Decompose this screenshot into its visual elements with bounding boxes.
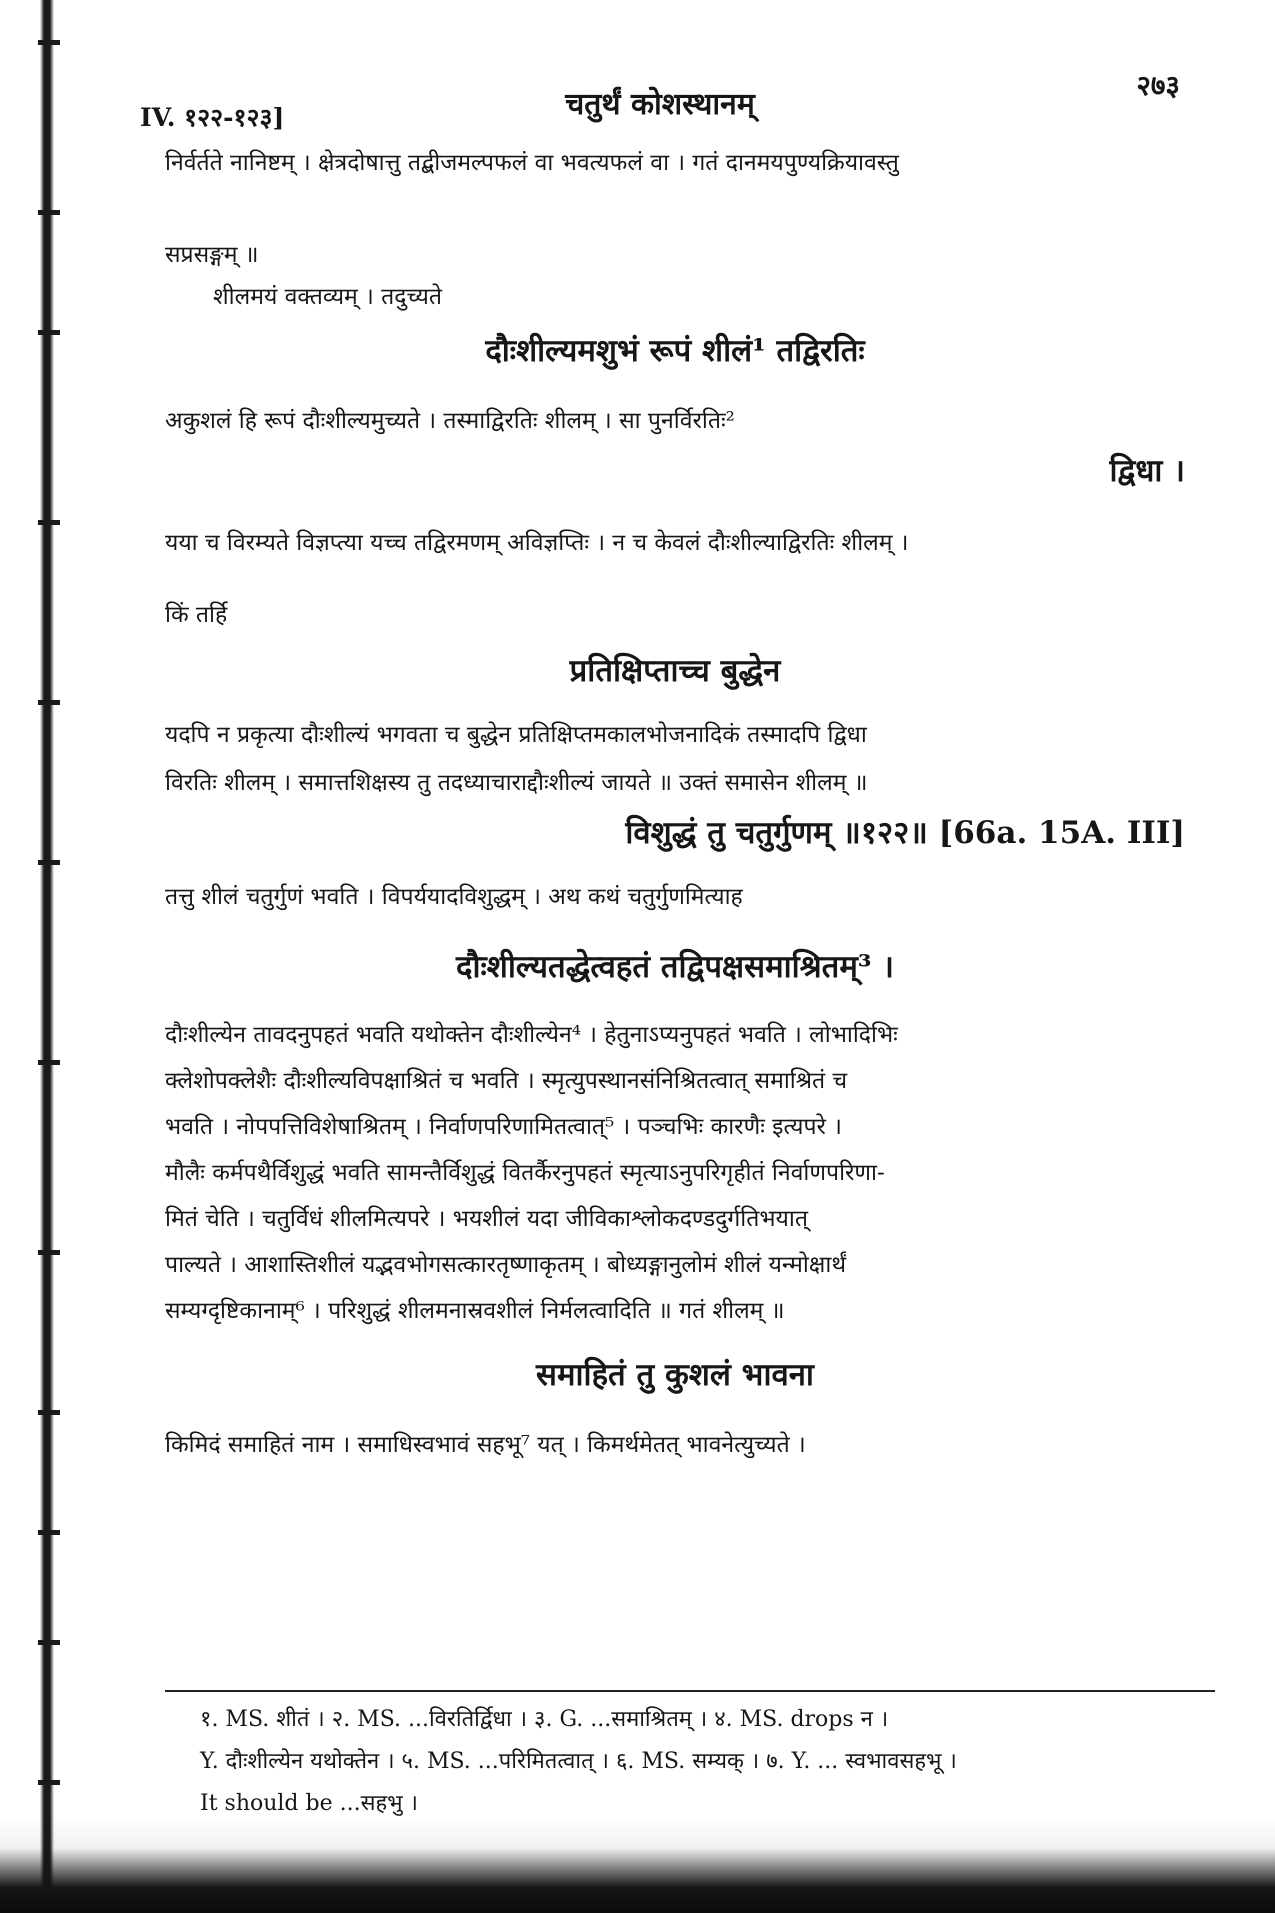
page-number: २७३ bbox=[1136, 69, 1180, 102]
section-reference: IV. १२२-१२३] bbox=[140, 103, 285, 132]
footnote-line: It should be ...सहभु । bbox=[200, 1791, 418, 1816]
text-line: सम्यग्दृष्टिकानाम्⁶ । परिशुद्धं शीलमनास्रवशीलं निर्मलत्वादिति ॥ गतं शीलम् ॥ bbox=[165, 1298, 785, 1324]
verse-line: समाहितं तु कुशलं भावना bbox=[536, 1357, 814, 1393]
text-line: विरतिः शीलम् । समात्तशिक्षस्य तु तदध्याचाराद्दौःशील्यं जायते ॥ उक्तं समासेन शीलम् ॥ bbox=[165, 770, 868, 796]
chapter-title: चतुर्थं कोशस्थानम् bbox=[565, 87, 755, 122]
verse-line: विशुद्धं तु चतुर्गुणम् ॥१२२॥ [66a. 15A. III] bbox=[625, 815, 1185, 851]
text-line: क्लेशोपक्लेशैः दौःशील्यविपक्षाश्रितं च भवति । स्मृत्युपस्थानसंनिश्रितत्वात् समाश्रितं च bbox=[165, 1068, 848, 1094]
text-line: अकुशलं हि रूपं दौःशील्यमुच्यते । तस्माद्विरतिः शीलम् । सा पुनर्विरतिः² bbox=[165, 408, 735, 434]
verse-line: दौःशील्यमशुभं रूपं शीलं¹ तद्विरतिः bbox=[485, 333, 865, 369]
footnote-separator bbox=[165, 1690, 1215, 1692]
verse-line: द्विधा । bbox=[1109, 453, 1185, 489]
footnote-line: १. MS. शीतं । २. MS. ...विरतिर्द्विधा । ३. G. ...समाश्रितम् । ४. MS. drops न । bbox=[200, 1707, 889, 1732]
text-line: यया च विरम्यते विज्ञप्त्या यच्च तद्विरमणम् अविज्ञप्तिः । न च केवलं दौःशील्याद्विरतिः शीलम् । bbox=[165, 530, 909, 556]
text-line: मौलैः कर्मपथैर्विशुद्धं भवति सामन्तैर्विशुद्धं वितर्कैरनुपहतं स्मृत्याऽनुपरिगृहीतं निर्वाणपरिणा- bbox=[165, 1160, 885, 1186]
text-line: यदपि न प्रकृत्या दौःशील्यं भगवता च बुद्धेन प्रतिक्षिप्तमकालभोजनादिकं तस्मादपि द्विधा bbox=[165, 722, 867, 748]
text-line: सप्रसङ्गम् ॥ bbox=[165, 242, 259, 268]
text-line: किं तर्हि bbox=[165, 602, 228, 628]
text-line: दौःशील्येन तावदनुपहतं भवति यथोक्तेन दौःशील्येन⁴ । हेतुनाऽप्यनुपहतं भवति । लोभादिभिः bbox=[165, 1022, 898, 1048]
text-line: तत्तु शीलं चतुर्गुणं भवति । विपर्ययादविशुद्धम् । अथ कथं चतुर्गुणमित्याह bbox=[165, 884, 743, 910]
text-line: शीलमयं वक्तव्यम् । तदुच्यते bbox=[213, 284, 443, 310]
verse-line: दौःशील्यतद्धेत्वहतं तद्विपक्षसमाश्रितम्³ । bbox=[455, 949, 894, 985]
text-line: मितं चेति । चतुर्विधं शीलमित्यपरे । भयशीलं यदा जीविकाश्लोकदण्डदुर्गतिभयात् bbox=[165, 1206, 808, 1232]
text-line: पाल्यते । आशास्तिशीलं यद्भवभोगसत्कारतृष्णाकृतम् । बोध्यङ्गानुलोमं शीलं यन्मोक्षार्थं bbox=[165, 1252, 847, 1278]
text-line: किमिदं समाहितं नाम । समाधिस्वभावं सहभू⁷ यत् । किमर्थमेतत् भावनेत्युच्यते । bbox=[165, 1432, 806, 1458]
scan-shadow bbox=[0, 1818, 1275, 1913]
binding-edge bbox=[0, 0, 62, 1913]
footnote-line: Y. दौःशील्येन यथोक्तेन । ५. MS. ...परिमितत्वात् । ६. MS. सम्यक् । ७. Y. ... स्वभावसहभू । bbox=[200, 1749, 957, 1774]
running-header bbox=[140, 60, 1180, 132]
text-line: निर्वर्तते नानिष्टम् । क्षेत्रदोषात्तु तद्बीजमल्पफलं वा भवत्यफलं वा । गतं दानमयपुण्यक्रियावस्तु bbox=[165, 150, 899, 176]
text-line: भवति । नोपपत्तिविशेषाश्रितम् । निर्वाणपरिणामितत्वात्⁵ । पञ्चभिः कारणैः इत्यपरे । bbox=[165, 1114, 842, 1140]
verse-line: प्रतिक्षिप्ताच्च बुद्धेन bbox=[569, 653, 781, 689]
